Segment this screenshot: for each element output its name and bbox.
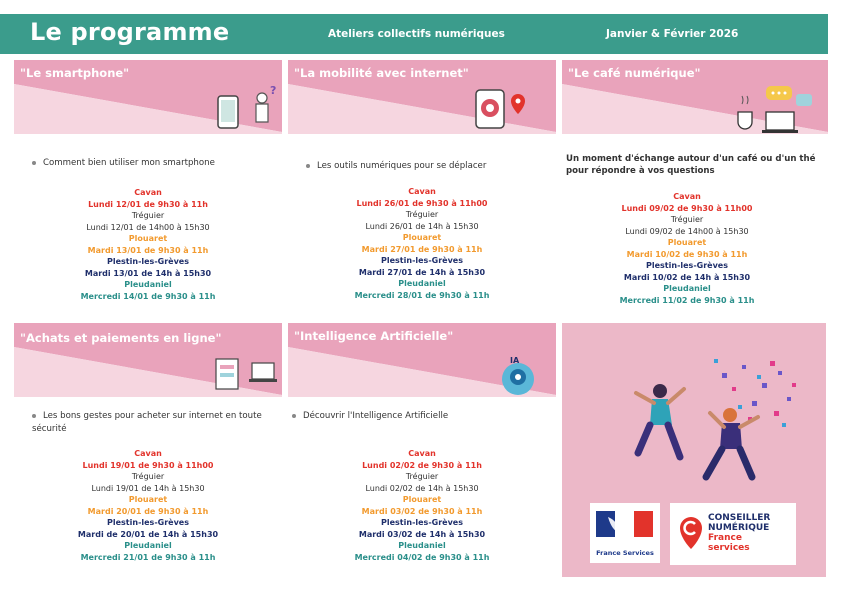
- session-town: Cavan: [134, 449, 162, 458]
- session-town: Cavan: [408, 187, 436, 196]
- workshop-panel-achats: [14, 323, 282, 577]
- workshop-panel-smartphone: [14, 60, 282, 310]
- workshop-bullet: [32, 410, 282, 436]
- session-town: Pleudaniel: [124, 541, 172, 550]
- session-town: Pleudaniel: [398, 279, 446, 288]
- workshop-title: "Le smartphone": [20, 66, 130, 80]
- shopping-laptop-icon: [212, 349, 280, 395]
- session-date: Lundi 26/01 de 9h30 à 11h00: [356, 198, 488, 208]
- session-date: Mardi 27/01 de 14h à 15h30: [358, 267, 486, 277]
- bullet-text: Découvrir l'Intelligence Artificielle: [303, 411, 449, 421]
- session-town: Plestin-les-Grèves: [107, 518, 189, 527]
- workshop-bullet: [32, 157, 282, 170]
- workshop-panel-cafe: [562, 60, 828, 310]
- illustration-panel: [562, 323, 826, 577]
- svg-text:?: ?: [270, 84, 277, 97]
- france-services-label: France Services: [596, 549, 654, 557]
- workshop-intro: Un moment d'échange autour d'un café ou d'un thé pour répondre à vos questions: [566, 154, 816, 176]
- bullet-dot: [32, 414, 36, 418]
- session-town: Tréguier: [670, 215, 704, 224]
- floating-people-illustration: [602, 353, 802, 483]
- session-date: Lundi 12/01 de 14h00 à 15h30: [86, 222, 210, 232]
- phone-map-icon: [472, 86, 532, 132]
- session-date: Lundi 02/02 de 14h à 15h30: [365, 483, 479, 493]
- session-date: Lundi 02/02 de 9h30 à 11h: [362, 460, 482, 470]
- schedule-list: [14, 187, 282, 302]
- session-date: Mardi 10/02 de 14h à 15h30: [623, 272, 751, 282]
- session-date: Mardi 13/01 de 14h à 15h30: [84, 268, 212, 278]
- session-date: Mardi de 20/01 de 14h à 15h30: [77, 529, 219, 539]
- session-town: Tréguier: [131, 472, 165, 481]
- session-town: Plestin-les-Grèves: [381, 256, 463, 265]
- session-date: Lundi 19/01 de 9h30 à 11h00: [82, 460, 214, 470]
- session-town: Pleudaniel: [663, 284, 711, 293]
- session-date: Mardi 20/01 de 9h30 à 11h: [87, 506, 209, 516]
- session-town: Plouaret: [667, 238, 707, 247]
- ai-head-icon: [496, 353, 540, 399]
- page-title: Le programme: [30, 18, 230, 46]
- session-date: Mardi 03/02 de 14h à 15h30: [358, 529, 486, 539]
- smartphone-icon: [214, 82, 284, 132]
- location-pin-icon: [678, 515, 704, 551]
- session-date: Mercredi 04/02 de 9h30 à 11h: [354, 552, 490, 562]
- session-town: Tréguier: [131, 211, 165, 220]
- page-subtitle: Ateliers collectifs numériques: [328, 28, 505, 40]
- session-date: Lundi 09/02 de 14h00 à 15h30: [625, 226, 749, 236]
- session-date: Lundi 09/02 de 9h30 à 11h00: [621, 203, 753, 213]
- session-town: Cavan: [408, 449, 436, 458]
- workshop-panel-mobilite: [288, 60, 556, 310]
- bullet-text: Les outils numériques pour se déplacer: [317, 161, 487, 171]
- workshop-title: "Le café numérique": [568, 66, 701, 80]
- workshop-title: "La mobilité avec internet": [294, 66, 469, 80]
- session-town: Cavan: [134, 188, 162, 197]
- logo-line: services: [708, 543, 750, 553]
- session-town: Tréguier: [405, 210, 439, 219]
- session-town: Cavan: [673, 192, 701, 201]
- session-date: Mercredi 28/01 de 9h30 à 11h: [354, 290, 490, 300]
- logo-line: CONSEILLER: [708, 513, 771, 523]
- session-date: Mardi 13/01 de 9h30 à 11h: [87, 245, 209, 255]
- session-town: Pleudaniel: [398, 541, 446, 550]
- schedule-list: [14, 448, 282, 563]
- session-town: Pleudaniel: [124, 280, 172, 289]
- session-date: Lundi 12/01 de 9h30 à 11h: [88, 199, 208, 209]
- schedule-list: [288, 448, 556, 563]
- bullet-dot: [32, 161, 36, 165]
- session-date: Mardi 27/01 de 9h30 à 11h: [361, 244, 483, 254]
- coffee-laptop-icon: [734, 82, 814, 136]
- session-town: Plouaret: [128, 234, 168, 243]
- workshop-title: "Achats et paiements en ligne": [20, 331, 222, 345]
- page-dates: Janvier & Février 2026: [606, 28, 739, 40]
- workshop-bullet: [306, 160, 556, 173]
- workshop-title: "Intelligence Artificielle": [294, 329, 454, 343]
- workshop-panel-ia: [288, 323, 556, 577]
- session-town: Plouaret: [402, 495, 442, 504]
- session-town: Tréguier: [405, 472, 439, 481]
- session-date: Lundi 26/01 de 14h à 15h30: [365, 221, 479, 231]
- session-town: Plouaret: [128, 495, 168, 504]
- session-date: Mardi 10/02 de 9h30 à 11h: [626, 249, 748, 259]
- session-town: Plouaret: [402, 233, 442, 242]
- bullet-dot: [292, 414, 296, 418]
- conseiller-numerique-logo: [670, 503, 796, 565]
- schedule-list: [288, 186, 556, 301]
- session-date: Lundi 19/01 de 14h à 15h30: [91, 483, 205, 493]
- france-services-logo: [590, 503, 660, 563]
- session-town: Plestin-les-Grèves: [646, 261, 728, 270]
- schedule-list: [562, 191, 812, 306]
- session-town: Plestin-les-Grèves: [381, 518, 463, 527]
- session-date: Mercredi 21/01 de 9h30 à 11h: [80, 552, 216, 562]
- session-town: Plestin-les-Grèves: [107, 257, 189, 266]
- bullet-text: Comment bien utiliser mon smartphone: [43, 158, 215, 168]
- svg-text:IA: IA: [510, 356, 520, 365]
- marianne-flag-icon: [590, 503, 660, 545]
- session-date: Mercredi 14/01 de 9h30 à 11h: [80, 291, 216, 301]
- session-date: Mardi 03/02 de 9h30 à 11h: [361, 506, 483, 516]
- bullet-dot: [306, 164, 310, 168]
- logo-line: France: [708, 533, 742, 543]
- logo-line: NUMÉRIQUE: [708, 523, 770, 533]
- session-date: Mercredi 11/02 de 9h30 à 11h: [619, 295, 755, 305]
- workshop-bullet: [292, 410, 542, 423]
- bullet-text: Les bons gestes pour acheter sur internet en toute sécurité: [32, 411, 262, 434]
